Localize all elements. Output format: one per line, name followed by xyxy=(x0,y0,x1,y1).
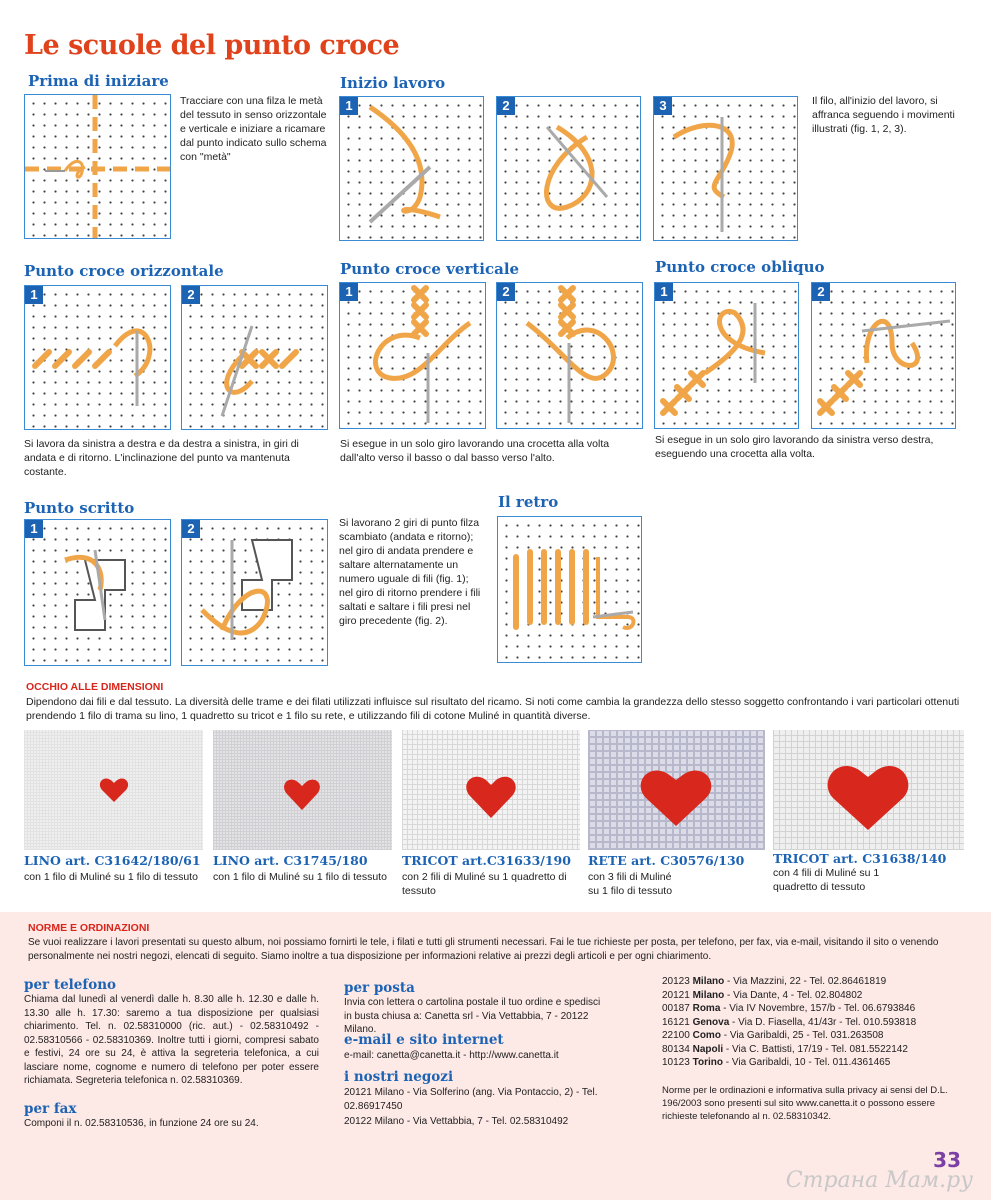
figure-obliquo-2 xyxy=(811,282,956,429)
fabric-sample-1 xyxy=(24,730,203,850)
text-scritto: Si lavorano 2 giri di punto filza scambiato (andata e ritorno); nel giro di andata prendere e saltare alternatamente un numero uguale di fili (fig. 1); nel giro di ritorno prendere i fili saltati e saltare i fili presi nel giro precedente (fig. 2). xyxy=(339,517,481,627)
heading-obliquo: Punto croce obliquo xyxy=(655,258,825,276)
fig-number: 2 xyxy=(497,97,515,115)
heading-email: e-mail e sito internet xyxy=(344,1032,504,1048)
fig-number: 1 xyxy=(25,520,43,538)
text-telefono: Chiama dal lunedì al venerdì dalle h. 8.30 alle h. 12.30 e dalle h. 13.30 alle h. 17.30: saremo a tua disposizione per qualsiasi chiarimento. Tel. n. 02.58310000 (ric. aut.) - 02.58310492 - 02.58310566 - 02.58310369. Inoltre tutti i giorni, compresi sabato e festivi, 24 ore su 24, è attiva la segreteria telefonica, a cui lasciare nome, cognome e numero di telefono per poter essere richiamata. Segreteria telefonica n. 02.58310369. xyxy=(24,994,319,1086)
figure-retro xyxy=(497,516,642,663)
page-number: 33 xyxy=(933,1148,961,1172)
fabric-sample-4 xyxy=(588,730,765,850)
heart-icon xyxy=(588,730,765,850)
fabric-label-2: LINO art. C31745/180 xyxy=(213,853,368,868)
figure-verticale-2 xyxy=(496,282,643,429)
fig-number: 3 xyxy=(654,97,672,115)
fabric-label-5: TRICOT art. C31638/140 xyxy=(773,851,947,866)
text-posta: Invia con lettera o cartolina postale il tuo ordine e spedisci in busta chiusa a: Canetta srl - Via Vettabbia, 7 - 20122 Milano. xyxy=(344,997,601,1035)
text-fax: Componi il n. 02.58310536, in funzione 24 ore su 24. xyxy=(24,1118,259,1129)
heading-orizzontale: Punto croce orizzontale xyxy=(24,262,224,280)
text-prima: Tracciare con una filza le metà del tessuto in senso orizzontale e verticale e iniziare a ricamare dal punto indicato sullo schema con "metà" xyxy=(180,95,327,163)
figure-inizio-3 xyxy=(653,96,798,241)
store-item: 20121 Milano - Via Dante, 4 - Tel. 02.804802 xyxy=(662,989,863,1001)
heading-occhio: OCCHIO ALLE DIMENSIONI xyxy=(26,681,164,693)
text-inizio: Il filo, all'inizio del lavoro, si affranca seguendo i movimenti illustrati (fig. 1, 2, 3). xyxy=(812,95,955,135)
negozi-item-2: 20122 Milano - Via Vettabbia, 7 - Tel. 02.58310492 xyxy=(344,1116,569,1127)
fig-number: 2 xyxy=(497,283,515,301)
heading-negozi: i nostri negozi xyxy=(344,1069,454,1085)
heading-verticale: Punto croce verticale xyxy=(340,260,520,278)
figure-orizzontale-1 xyxy=(24,285,171,430)
figure-orizzontale-2 xyxy=(181,285,328,430)
fig-number: 1 xyxy=(25,286,43,304)
text-verticale: Si esegue in un solo giro lavorando una crocetta alla volta dall'alto verso il basso o dal basso verso l'alto. xyxy=(340,438,610,464)
fabric-sample-2 xyxy=(213,730,392,850)
diagram-prima xyxy=(25,95,170,238)
text-email: e-mail: canetta@canetta.it - http://www.canetta.it xyxy=(344,1050,559,1061)
fig-number: 1 xyxy=(340,97,358,115)
store-list xyxy=(662,975,962,1070)
text-orizzontale: Si lavora da sinistra a destra e da destra a sinistra, in giri di andata e di ritorno. L'inclinazione del punto va mantenuta costante. xyxy=(24,438,299,478)
fig-number: 1 xyxy=(340,283,358,301)
figure-inizio-2 xyxy=(496,96,641,241)
store-item: 80134 Napoli - Via C. Battisti, 17/19 - Tel. 081.5522142 xyxy=(662,1043,908,1055)
figure-prima xyxy=(24,94,171,239)
figure-verticale-1 xyxy=(339,282,486,429)
store-item: 22100 Como - Via Garibaldi, 25 - Tel. 031.263508 xyxy=(662,1030,884,1041)
fabric-label-1: LINO art. C31642/180/61 xyxy=(24,853,201,868)
text-privacy: Norme per le ordinazioni e informativa sulla privacy ai sensi del D.L. 196/2003 sono presenti sul sito www.canetta.it o possono essere richieste telefonando al n. 02.58310342. xyxy=(662,1085,948,1122)
text-norme: Se vuoi realizzare i lavori presentati su questo album, noi possiamo fornirti le tele, i filati e tutti gli strumenti necessari. Fai le tue richieste per posta, per telefono, per fax, via e-mail, visitando il sito o venendo personalmente nei nostri negozi, elencati di seguito. Siamo inoltre a tua disposizione per informazioni relative ai prezzi degli articoli e per ogni chiarimento. xyxy=(28,937,939,962)
fabric-sample-5 xyxy=(773,730,964,850)
fabric-label-4: RETE art. C30576/130 xyxy=(588,853,745,868)
store-item: 20123 Milano - Via Mazzini, 22 - Tel. 02.86461819 xyxy=(662,976,887,987)
figure-obliquo-1 xyxy=(654,282,799,429)
heading-telefono: per telefono xyxy=(24,977,117,993)
heart-icon xyxy=(773,730,964,850)
fabric-desc-4: con 3 fili di Muliné su 1 filo di tessuto xyxy=(588,871,673,897)
figure-scritto-2 xyxy=(181,519,328,666)
negozi-item-1: 20121 Milano - Via Solferino (ang. Via Pontaccio, 2) - Tel. 02.86917450 xyxy=(344,1087,598,1112)
heading-prima: Prima di iniziare xyxy=(28,72,169,90)
store-item: 00187 Roma - Via IV Novembre, 157/b - Tel. 06.6793846 xyxy=(662,1003,916,1014)
heading-retro: Il retro xyxy=(498,493,559,511)
watermark: Страна Мам.ру xyxy=(785,1168,973,1193)
heading-posta: per posta xyxy=(344,980,415,996)
fabric-desc-3: con 2 fili di Muliné su 1 quadretto di tessuto xyxy=(402,871,567,897)
fig-number: 2 xyxy=(182,520,200,538)
fabric-desc-2: con 1 filo di Muliné su 1 filo di tessuto xyxy=(213,871,387,883)
heading-fax: per fax xyxy=(24,1101,77,1117)
text-occhio: Dipendono dai fili e dal tessuto. La diversità delle trame e dei filati utilizzati influisce sul risultato del ricamo. Si noti come cambia la grandezza dello stesso soggetto confrontando i vari particolari ottenuti prendendo 1 filo di trama su lino, 1 quadretto su tricot e 1 filo su rete, e utilizzando fili di cotone Muliné in quantità diverse. xyxy=(26,696,960,722)
fig-number: 2 xyxy=(812,283,830,301)
fabric-desc-5: con 4 fili di Muliné su 1 quadretto di tessuto xyxy=(773,867,880,893)
figure-inizio-1 xyxy=(339,96,484,241)
text-obliquo: Si esegue in un solo giro lavorando da sinistra verso destra, eseguendo una crocetta alla volta. xyxy=(655,434,934,460)
fig-number: 1 xyxy=(655,283,673,301)
heading-inizio: Inizio lavoro xyxy=(340,74,446,92)
fabric-desc-1: con 1 filo di Muliné su 1 filo di tessuto xyxy=(24,871,198,883)
heart-icon xyxy=(402,730,580,850)
fig-number: 2 xyxy=(182,286,200,304)
heading-norme: NORME E ORDINAZIONI xyxy=(28,922,150,934)
page-title: Le scuole del punto croce xyxy=(24,30,400,61)
fabric-sample-3 xyxy=(402,730,580,850)
store-item: 10123 Torino - Via Garibaldi, 10 - Tel. 011.4361465 xyxy=(662,1057,891,1068)
store-item: 16121 Genova - Via D. Fiasella, 41/43r - Tel. 010.593818 xyxy=(662,1016,917,1028)
heart-icon xyxy=(24,730,203,850)
heading-scritto: Punto scritto xyxy=(24,499,135,517)
heart-icon xyxy=(213,730,392,850)
figure-scritto-1 xyxy=(24,519,171,666)
fabric-label-3: TRICOT art.C31633/190 xyxy=(402,853,571,868)
